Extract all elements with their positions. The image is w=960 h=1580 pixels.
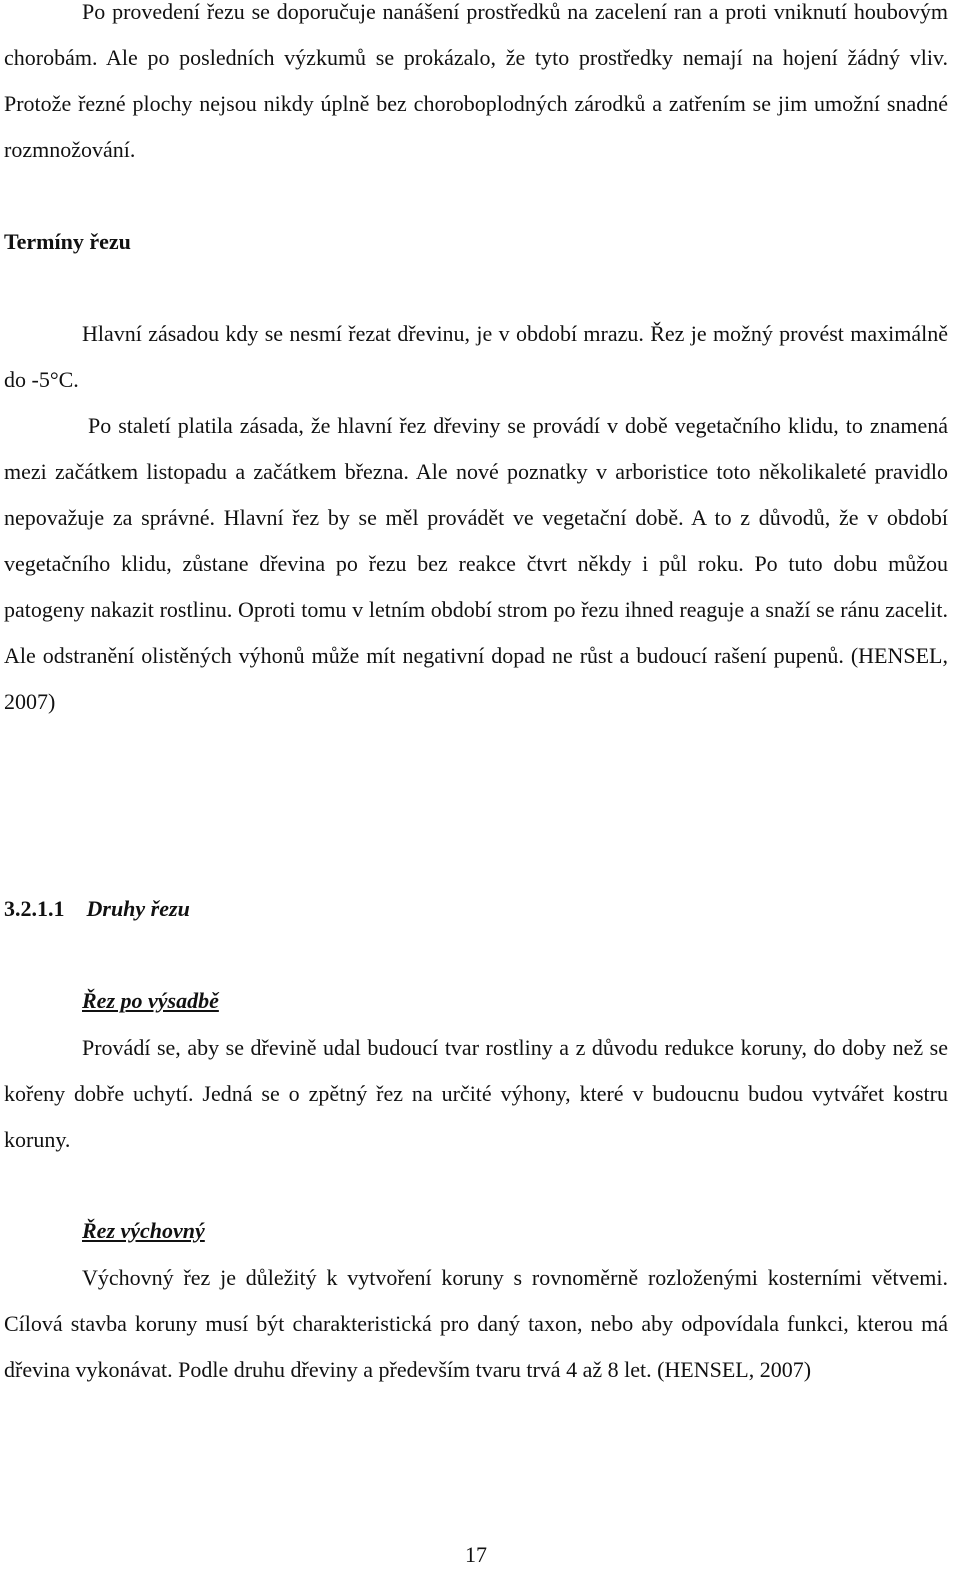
page-number: 17 <box>465 1542 487 1567</box>
paragraph-rez-vychovny: Výchovný řez je důležitý k vytvoření koruny s rovnoměrně rozloženými kosterními větvemi. Cílová stavba koruny musí být charakteristická pro daný taxon, nebo aby odpovídala funkci, kterou má dřevina vykonávat. Podle druhu dřeviny a především tvaru trvá 4 až 8 let. (HENSEL, 2007) <box>4 1265 948 1382</box>
section-title: Druhy řezu <box>86 896 190 921</box>
section-heading-druhy-rezu <box>4 894 190 924</box>
section-number: 3.2.1.1 <box>4 896 65 921</box>
subheading-rez-vychovny: Řez výchovný <box>82 1218 205 1243</box>
paragraph-vegetation-period: Po staletí platila zásada, že hlavní řez dřeviny se provádí v době vegetačního klidu, to znamená mezi začátkem listopadu a začátkem března. Ale nové poznatky v arboristice toto několikaleté pravidlo nepovažuje za správné. Hlavní řez by se měl provádět ve vegetační době. A to z důvodů, že v období vegetačního klidu, zůstane dřevina po řezu bez reakce čtvrt někdy i půl roku. Po tuto dobu můžou patogeny nakazit rostlinu. Oproti tomu v letním období strom po řezu ihned reaguje a snaží se ránu zacelit. Ale odstranění olistěných výhonů může mít negativní dopad ne růst a budoucí rašení pupenů. (HENSEL, 2007) <box>4 413 948 714</box>
paragraph-wound-treatment: Po provedení řezu se doporučuje nanášení prostředků na zacelení ran a proti vniknutí houbovým chorobám. Ale po posledních výzkumů se prokázalo, že tyto prostředky nemají na hojení žádný vliv. Protože řezné plochy nejsou nikdy úplně bez choroboplodných zárodků a zatřením se jim umožní snadné rozmnožování. <box>4 0 948 162</box>
heading-terminy-rezu: Termíny řezu <box>4 229 131 254</box>
paragraph-rez-po-vysadbe: Provádí se, aby se dřevině udal budoucí tvar rostliny a z důvodu redukce koruny, do doby než se kořeny dobře uchytí. Jedná se o zpětný řez na určité výhony, které v budoucnu budou vytvářet kostru koruny. <box>4 1035 948 1152</box>
subheading-rez-po-vysadbe: Řez po výsadbě <box>82 988 219 1013</box>
paragraph-frost-rule: Hlavní zásadou kdy se nesmí řezat dřevinu, je v období mrazu. Řez je možný provést maximálně do -5°C. <box>4 321 948 392</box>
